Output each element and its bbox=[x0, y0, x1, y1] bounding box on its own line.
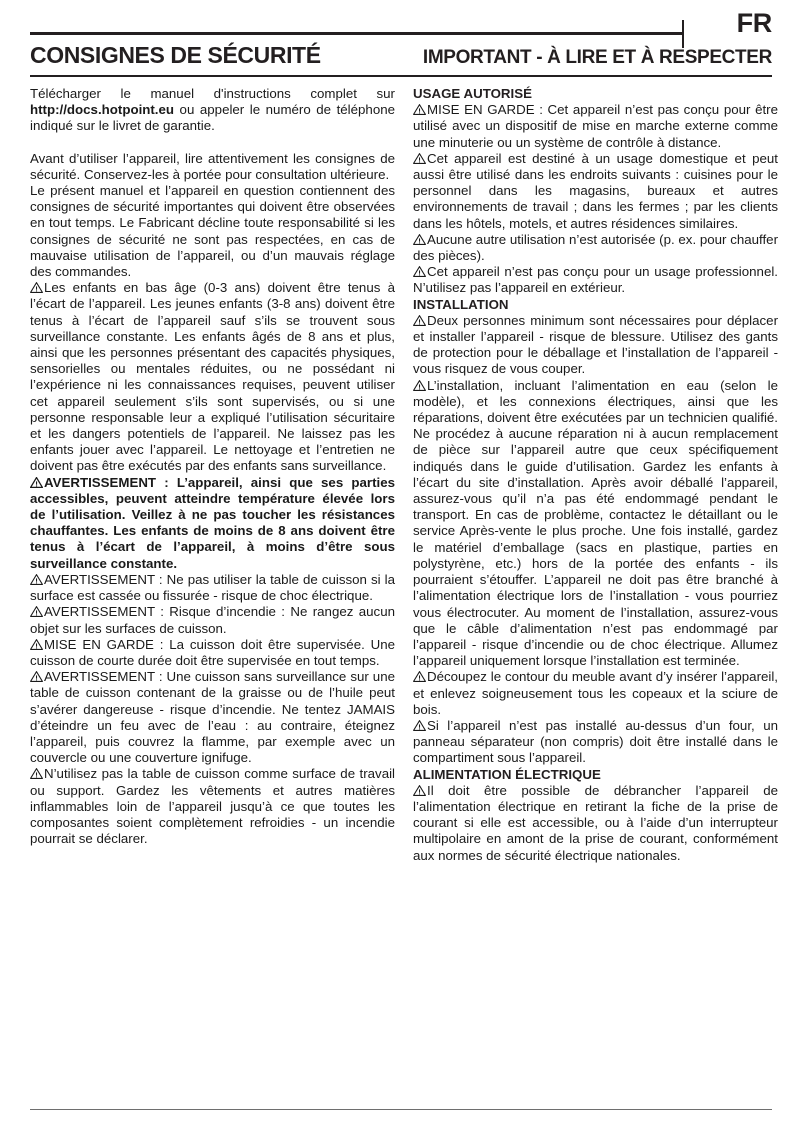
warning-unattended-cooking bbox=[30, 669, 395, 766]
language-code: FR bbox=[736, 8, 772, 38]
warning-triangle-icon bbox=[30, 768, 43, 779]
warning-no-worktop-text: N’utilisez pas la table de cuisson comme surface de travail ou support. Gardez les vêtements et autres matières inflammables loin de l’appareil jusqu’à ce que toutes les composantes soient complètement refroidies - un incendie pourrait se déclarer. bbox=[30, 766, 395, 847]
warning-cracked-surface-text: AVERTISSEMENT : Ne pas utiliser la table de cuisson si la surface est cassée ou fissurée - risque de choc électrique. bbox=[30, 571, 395, 604]
power-disconnect-text: Il doit être possible de débrancher l’appareil de l’alimentation électrique en retirant la fiche de la prise de courant si elle est accessible, ou à l’aide d’un interrupteur multipolaire en amont de la prise de courant, conformément aux normes de sécurité électrique nationales. bbox=[413, 782, 778, 863]
install-cut-cabinet-text: Découpez le contour du meuble avant d’y insérer l’appareil, et enlevez soigneusement tous les copeaux et la sciure de bois. bbox=[413, 669, 778, 717]
warning-triangle-icon bbox=[30, 639, 43, 650]
usage-no-other-use-text: Aucune autre utilisation n’est autorisée (p. ex. pour chauffer des pièces). bbox=[413, 231, 778, 264]
paragraph-spacer bbox=[30, 135, 395, 151]
warning-triangle-icon bbox=[30, 606, 43, 617]
warning-fire-risk-text: AVERTISSEMENT : Risque d’incendie : Ne rangez aucun objet sur les surfaces de cuisson. bbox=[30, 604, 395, 636]
two-column-body bbox=[30, 86, 778, 1026]
warning-cracked-surface bbox=[30, 572, 395, 604]
page-subtitle: IMPORTANT - À LIRE ET À RESPECTER bbox=[422, 47, 772, 68]
intro-text-suffix: ou appeler le numéro de téléphone indiqué sur le livret de garantie. bbox=[30, 102, 395, 134]
intro-text-prefix: Télécharger le manuel d'instructions complet sur bbox=[30, 86, 395, 101]
warning-supervise-cooking bbox=[30, 637, 395, 669]
install-cut-cabinet bbox=[413, 669, 778, 718]
left-column bbox=[30, 86, 395, 1026]
warning-triangle-icon bbox=[30, 477, 43, 488]
warning-fire-risk bbox=[30, 604, 395, 636]
install-two-people-text: Deux personnes minimum sont nécessaires pour déplacer et installer l’appareil - risque de blessure. Utilisez des gants de protection pour le déballage et l’installation de l’appareil - vous risquez de vous couper. bbox=[413, 312, 778, 377]
section-heading-authorized-use: USAGE AUTORISÉ bbox=[413, 86, 532, 101]
warning-triangle-icon bbox=[413, 380, 426, 391]
warning-supervise-cooking-text: MISE EN GARDE : La cuisson doit être supervisée. Une cuisson de courte durée doit être supervisée en tout temps. bbox=[30, 636, 395, 668]
install-qualified-technician-text: L’installation, incluant l’alimentation en eau (selon le modèle), et les connexions électriques, ainsi que les réparations, doivent être exécutées par un technicien qualifié. Ne procédez à aucune réparation ni à aucun remplacement de pièce sur l’appareil autre que ceux spécifiquement indiqués dans le guide d’utilisation. Gardez les enfants à l’écart du site d’installation. Après avoir déballé l’appareil, assurez-vous qu’il n’a pas été endommagé pendant le transport. En cas de problème, contactez le détaillant ou le service Après-vente le plus proche. Une fois installé, gardez le matériel d’emballage (sacs en plastique, parties en polystyrène, etc.) hors de la portée des enfants - ils pourraient s’étouffer. L’appareil ne doit pas être branché à l’alimentation électrique lors de l’installation - vous pourriez vous électrocuter. Au moment de l’installation, assurez-vous que le câble d’alimentation n’est pas endommagé par l’appareil - risque d’incendie ou de choc électrique. Allumez l’appareil uniquement lorsque l’installation est terminée. bbox=[413, 377, 778, 669]
usage-domestic bbox=[413, 151, 778, 232]
usage-no-external-timer bbox=[413, 102, 778, 151]
warning-triangle-icon bbox=[413, 315, 426, 326]
warning-triangle-icon bbox=[413, 234, 426, 245]
install-qualified-technician bbox=[413, 378, 778, 670]
power-disconnect bbox=[413, 783, 778, 864]
section-heading-installation: INSTALLATION bbox=[413, 296, 509, 312]
warning-triangle-icon bbox=[413, 720, 426, 731]
usage-domestic-text: Cet appareil est destiné à un usage domestique et peut aussi être utilisé dans les endroits suivants : cuisines pour le personnel dans les magasins, bureaux et autres environnements de travail ; dans les fermes ; par les clients dans les hôtels, motels, et autres résidences similaires. bbox=[413, 150, 778, 231]
usage-not-professional bbox=[413, 264, 778, 296]
right-column bbox=[413, 86, 778, 1026]
warning-children-text: Les enfants en bas âge (0-3 ans) doivent être tenus à l’écart de l’appareil. Les jeunes enfants (3-8 ans) doivent être tenus à l’écart de l’appareil sauf s’ils se trouvent sous surveillance constante. Les enfants âgés de 8 ans et plus, ainsi que les personnes présentant des capacités physiques, sensorielles ou mentales réduites, ou ne possédant ni l’expérience ni les connaissances requises, peuvent utiliser cet appareil seulement s’ils sont supervisés, ou si une personne responsable leur a expliqué l’utilisation sécuritaire et les dangers potentiels de l’appareil. Ne laissez pas les enfants jouer avec l’appareil. Le nettoyage et l’entretien ne doivent pas être exécutés par des enfants sans surveillance. bbox=[30, 280, 395, 474]
paragraph-download-manual bbox=[30, 86, 395, 135]
paragraph-read-safety-first: Avant d’utiliser l’appareil, lire attentivement les consignes de sécurité. Conservez-les à portée pour consultation ultérieure. bbox=[30, 150, 395, 182]
warning-no-worktop bbox=[30, 766, 395, 847]
warning-triangle-icon bbox=[30, 282, 43, 293]
warning-unattended-cooking-text: AVERTISSEMENT : Une cuisson sans surveillance sur une table de cuisson contenant de la graisse ou de l’huile peut s’avérer dangereuse - risque d’incendie. Ne tentez JAMAIS d’éteindre un feu avec de l’eau : au contraire, éteignez l’appareil, puis couvrez la flamme, par exemple avec un couvercle ou une couverture ignifuge. bbox=[30, 669, 395, 766]
page-header bbox=[30, 0, 772, 77]
paragraph-manual-importance: Le présent manuel et l’appareil en question contiennent des consignes de sécurité importantes qui doivent être observées en tout temps. Le Fabricant décline toute responsabilité si les consignes de sécurité ne sont pas respectées, en cas de mauvaise utilisation de l’appareil, ou d’un mauvais réglage des commandes. bbox=[30, 183, 395, 280]
warning-children bbox=[30, 280, 395, 474]
warning-hot-surfaces bbox=[30, 475, 395, 572]
header-top-rule bbox=[30, 32, 684, 35]
header-bottom-rule bbox=[30, 75, 772, 77]
page-title: CONSIGNES DE SÉCURITÉ bbox=[30, 42, 321, 68]
usage-no-other-use bbox=[413, 232, 778, 264]
install-two-people bbox=[413, 313, 778, 378]
warning-triangle-icon bbox=[413, 785, 426, 796]
title-row bbox=[30, 42, 772, 73]
usage-not-professional-text: Cet appareil n’est pas conçu pour un usage professionnel. N’utilisez pas l’appareil en extérieur. bbox=[413, 264, 778, 296]
footer-rule bbox=[30, 1109, 772, 1110]
warning-triangle-icon bbox=[30, 574, 43, 585]
warning-triangle-icon bbox=[30, 671, 43, 682]
warning-hot-surfaces-text: AVERTISSEMENT : L’appareil, ainsi que ses parties accessibles, peuvent atteindre température élevée lors de l’utilisation. Veillez à ne pas toucher les résistances chauffantes. Les enfants de moins de 8 ans doivent être tenus à l’écart de l’appareil, à moins d’être sous surveillance constante. bbox=[30, 474, 395, 571]
install-separator-panel-text: Si l’appareil n’est pas installé au-dessus d’un four, un panneau séparateur (non compris) doit être installé dans le compartiment sous l’appareil. bbox=[413, 717, 778, 766]
warning-triangle-icon bbox=[413, 266, 426, 277]
manual-url: http://docs.hotpoint.eu bbox=[30, 102, 175, 118]
header-top-row bbox=[30, 8, 772, 42]
warning-triangle-icon bbox=[413, 153, 426, 164]
warning-triangle-icon bbox=[413, 104, 426, 115]
usage-no-external-timer-text: MISE EN GARDE : Cet appareil n’est pas conçu pour être utilisé avec un dispositif de mise en marche externe comme une minuterie ou un système de contrôle à distance. bbox=[413, 102, 778, 150]
install-separator-panel bbox=[413, 718, 778, 767]
section-heading-power-supply: ALIMENTATION ÉLECTRIQUE bbox=[413, 766, 601, 782]
warning-triangle-icon bbox=[413, 671, 426, 682]
